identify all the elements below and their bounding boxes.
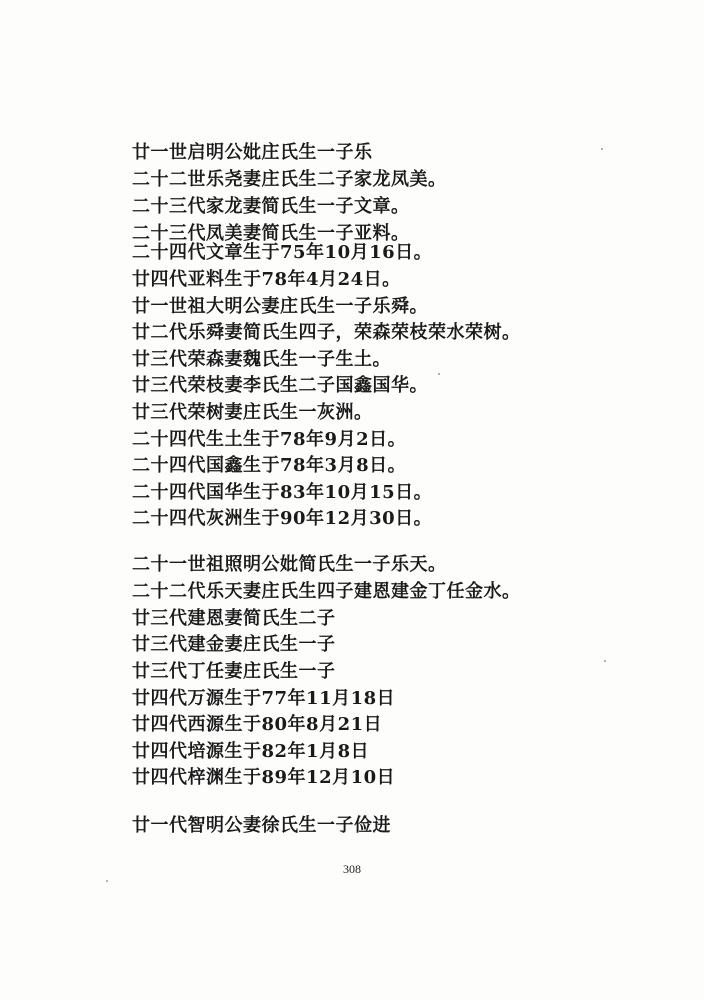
scan-speck (438, 373, 440, 375)
genealogy-line: 廿二代乐舜妻简氏生四子，荣森荣枝荣水荣树。 (132, 322, 521, 343)
genealogy-line: 二十四代生土生于78年9月2日。 (132, 429, 407, 450)
genealogy-line: 二十一世祖照明公妣简氏生一子乐天。 (132, 554, 447, 575)
scan-speck (604, 660, 606, 662)
genealogy-line: 廿三代荣枝妻李氏生二子国鑫国华。 (132, 375, 428, 396)
genealogy-line: 廿四代亚料生于78年4月24日。 (132, 269, 401, 290)
genealogy-line: 二十二世乐尧妻庄氏生二子家龙凤美。 (132, 169, 447, 190)
genealogy-line: 二十四代文章生于75年10月16日。 (132, 242, 433, 263)
genealogy-line: 二十四代国鑫生于78年3月8日。 (132, 455, 407, 476)
page-number: 308 (343, 862, 361, 876)
genealogy-line: 二十四代国华生于83年10月15日。 (132, 482, 433, 503)
genealogy-line: 廿四代培源生于82年1月8日 (132, 741, 370, 762)
genealogy-line: 二十四代灰洲生于90年12月30日。 (132, 508, 433, 529)
genealogy-line: 廿三代荣树妻庄氏生一灰洲。 (132, 402, 373, 423)
genealogy-line: 廿三代建金妻庄氏生一子 (132, 634, 336, 655)
scan-speck (106, 880, 108, 882)
scan-speck (601, 148, 603, 150)
genealogy-line: 廿三代荣森妻魏氏生一子生土。 (132, 349, 391, 370)
genealogy-line: 二十三代家龙妻简氏生一子文章。 (132, 196, 410, 217)
genealogy-line: 廿一代智明公妻徐氏生一子俭进 (132, 815, 391, 836)
genealogy-line: 廿四代梓渊生于89年12月10日 (132, 767, 396, 788)
genealogy-line: 廿四代万源生于77年11月18日 (132, 688, 396, 709)
genealogy-line: 廿三代建恩妻简氏生二子 (132, 608, 336, 629)
genealogy-line: 廿四代西源生于80年8月21日 (132, 714, 383, 735)
genealogy-line: 二十二代乐天妻庄氏生四子建恩建金丁任金水。 (132, 581, 521, 602)
genealogy-line: 廿一世启明公妣庄氏生一子乐 (132, 142, 373, 163)
genealogy-line: 廿三代丁任妻庄氏生一子 (132, 661, 336, 682)
genealogy-line: 廿一世祖大明公妻庄氏生一子乐舜。 (132, 296, 428, 317)
genealogy-line: 二十三代凤美妻简氏生一子亚料。 (132, 223, 410, 244)
